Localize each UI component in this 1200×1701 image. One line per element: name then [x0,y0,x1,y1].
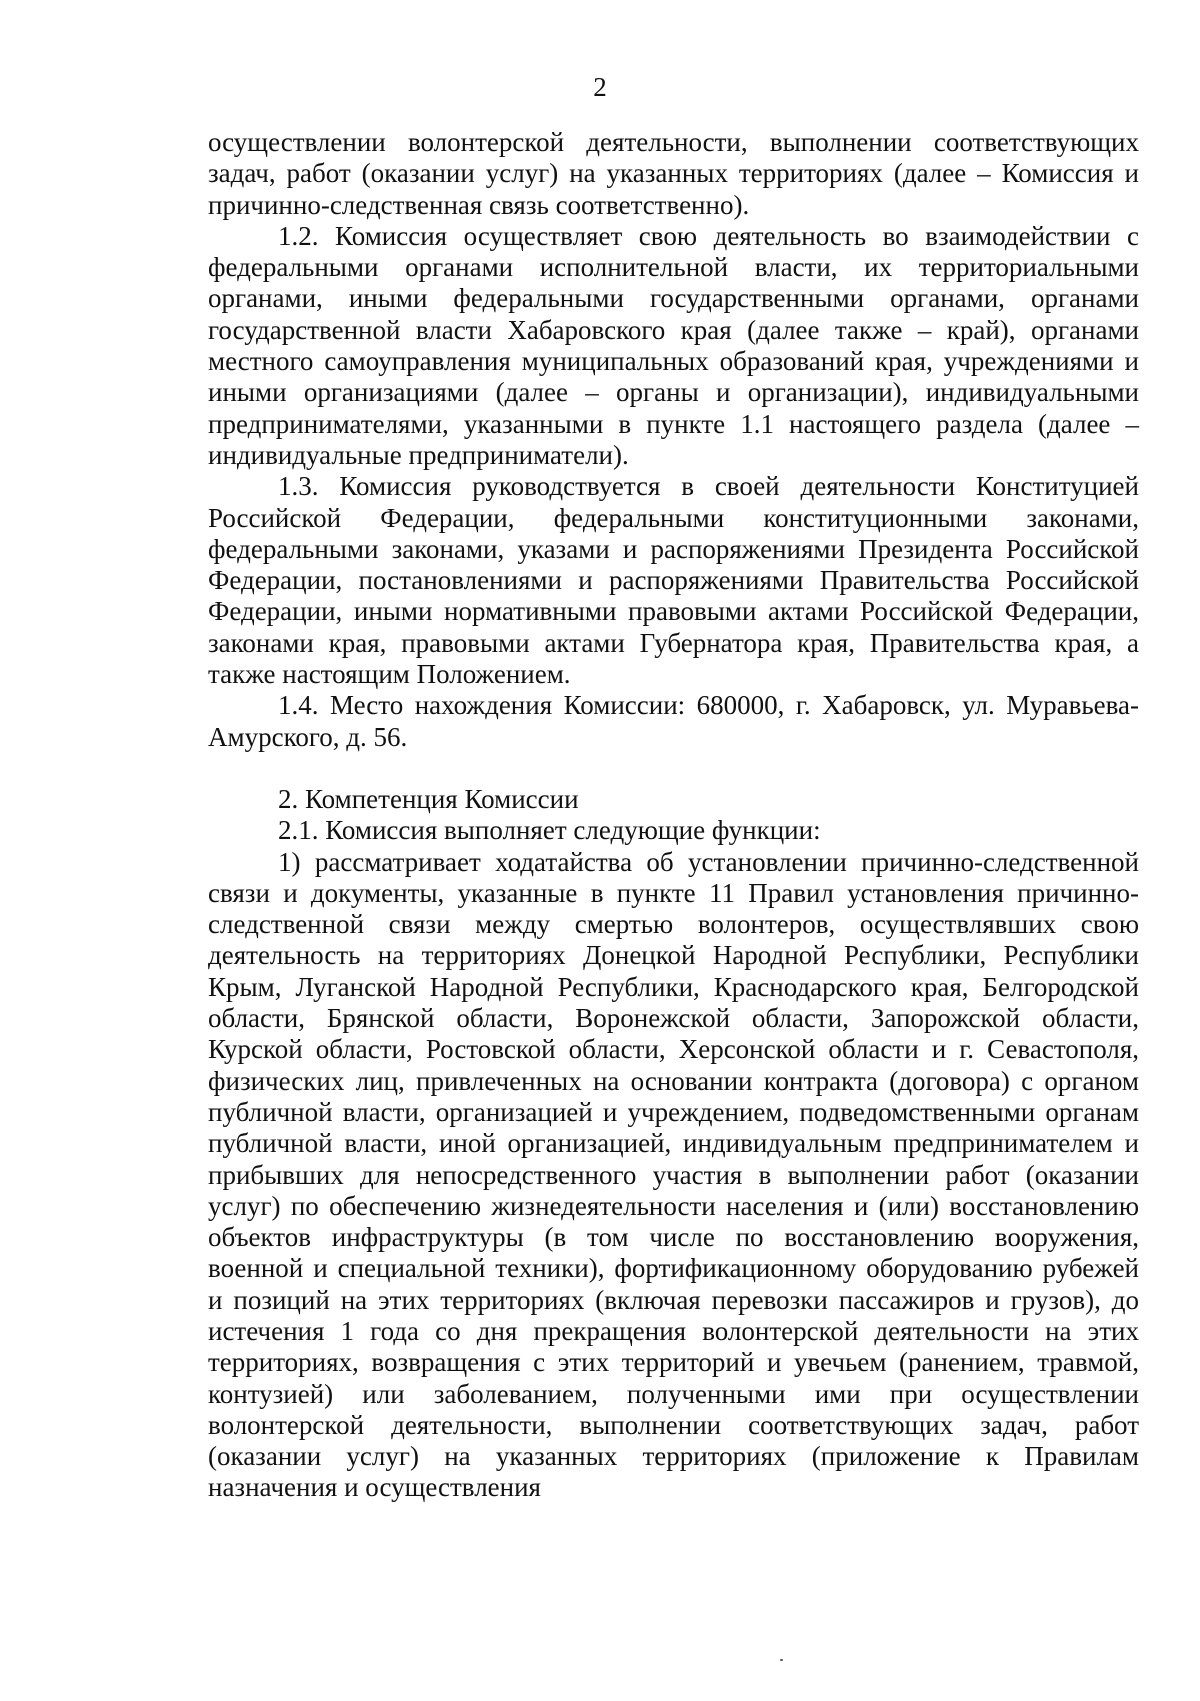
paragraph-1-4: 1.4. Место нахождения Комиссии: 680000, г. Хабаровск, ул. Муравьева-Амурского, д. 56. [208,690,1139,752]
function-item-1: 1) рассматривает ходатайства об установлении причинно-следственной связи и документы, указанные в пункте 11 Правил установления причинно-следственной связи между смертью волонтеров, осуществлявших свою деятельность на территориях Донецкой Народной Республики, Республики Крым, Луганской Народной Республики, Краснодарского края, Белгородской области, Брянской области, Воронежской области, Запорожской области, Курской области, Ростовской области, Херсонской области и г. Севастополя, физических лиц, привлеченных на основании контракта (договора) с органом публичной власти, организацией и учреждением, подведомственными органам публичной власти, иной организацией, индивидуальным предпринимателем и прибывших для непосредственного участия в выполнении работ (оказании услуг) по обеспечению жизнедеятельности населения и (или) восстановлению объектов инфраструктуры (в том числе по восстановлению вооружения, военной и специальной техники), фортификационному оборудованию рубежей и позиций на этих территориях (включая перевозки пассажиров и грузов), до истечения 1 года со дня прекращения волонтерской деятельности на этих территориях, возвращения с этих территорий и увечьем (ранением, травмой, контузией) или заболеванием, полученными ими при осуществлении волонтерской деятельности, выполнении соответствующих задач, работ (оказании услуг) на указанных территориях (приложение к Правилам назначения и осуществления [208,846,1139,1503]
continuation-paragraph: осуществлении волонтерской деятельности, выполнении соответствующих задач, работ (оказании услуг) на указанных территориях (далее – Комиссия и причинно-следственная связь соответственно). [208,127,1139,220]
section-2-heading: 2. Компетенция Комиссии [278,783,579,814]
document-body [208,127,1139,1504]
paragraph-2-1: 2.1. Комиссия выполняет следующие функции: [278,815,821,846]
paragraph-1-2: 1.2. Комиссия осуществляет свою деятельность во взаимодействии с федеральными органами исполнительной власти, их территориальными органами, иными федеральными государственными органами, органами государственной власти Хабаровского края (далее также – край), органами местного самоуправления муниципальных образований края, учреждениями и иными организациями (далее – органы и организации), индивидуальными предпринимателями, указанными в пункте 1.1 настоящего раздела (далее – индивидуальные предприниматели). [208,220,1139,470]
paragraph-1-3: 1.3. Комиссия руководствуется в своей деятельности Конституцией Российской Федерации, федеральными конституционными законами, федеральными законами, указами и распоряжениями Президента Российской Федерации, постановлениями и распоряжениями Правительства Российской Федерации, иными нормативными правовыми актами Российской Федерации, законами края, правовыми актами Губернатора края, Правительства края, а также настоящим Положением. [208,471,1139,690]
scan-speck [780,1659,783,1661]
page-number: 2 [593,72,607,102]
